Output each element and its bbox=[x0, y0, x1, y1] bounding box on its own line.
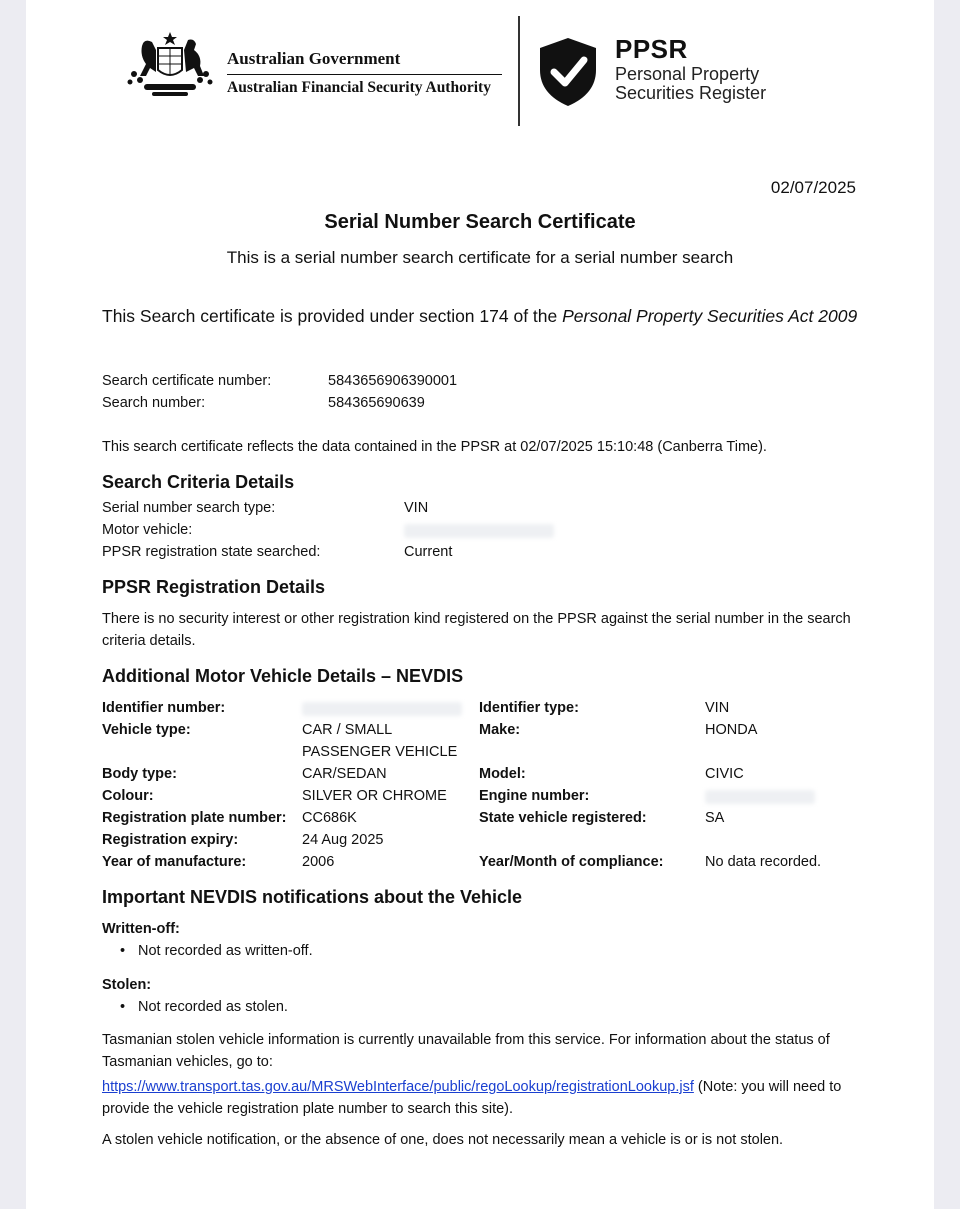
stolen-label: Stolen: bbox=[102, 977, 152, 993]
reflects-statement: This search certificate reflects the data contained in the PPSR at 02/07/2025 15:10:48 (Canberra Time). bbox=[102, 439, 767, 455]
nevdis-heading: Additional Motor Vehicle Details – NEVDIS bbox=[102, 666, 464, 686]
header-rule bbox=[227, 74, 502, 75]
page-title: Serial Number Search Certificate bbox=[324, 211, 636, 233]
criteria-label-vehicle: Motor vehicle: bbox=[102, 522, 193, 538]
nevdis-label-make: Make: bbox=[479, 722, 521, 738]
ppsr-line-2: Securities Register bbox=[615, 83, 767, 103]
criteria-value-type: VIN bbox=[404, 500, 429, 516]
nevdis-value-expiry: 24 Aug 2025 bbox=[302, 832, 384, 848]
certificate-page bbox=[26, 0, 934, 1209]
page-subtitle: This is a serial number search certificate for a serial number search bbox=[226, 248, 734, 267]
nevdis-label-compliance: Year/Month of compliance: bbox=[479, 854, 664, 870]
redacted-identifier bbox=[302, 702, 462, 716]
criteria-value-state: Current bbox=[404, 544, 453, 560]
tasmanian-note: (Note: you will need to provide the vehicle registration plate number to search this site). bbox=[102, 1079, 842, 1117]
nevdis-label-year: Year of manufacture: bbox=[102, 854, 247, 870]
written-off-label: Written-off: bbox=[102, 921, 180, 937]
nevdis-label-body: Body type: bbox=[102, 766, 177, 782]
act-name: Personal Property Securities Act 2009 bbox=[562, 306, 858, 326]
nevdis-label-model: Model: bbox=[479, 766, 526, 782]
registration-heading: PPSR Registration Details bbox=[102, 577, 326, 597]
nevdis-label-expiry: Registration expiry: bbox=[102, 832, 239, 848]
stolen-list bbox=[102, 996, 288, 1018]
nevdis-label-identifier: Identifier number: bbox=[102, 700, 226, 716]
nevdis-value-model: CIVIC bbox=[705, 766, 744, 782]
written-off-list bbox=[102, 940, 313, 962]
provided-statement: This Search certificate is provided under section 174 of the Personal Property Securities Act 2009 bbox=[102, 306, 858, 326]
nevdis-value-year: 2006 bbox=[302, 854, 335, 870]
nevdis-label-vehicle-type: Vehicle type: bbox=[102, 722, 191, 738]
shield-check-icon bbox=[534, 36, 602, 108]
search-number-label: Search number: bbox=[102, 395, 206, 411]
gov-title: Australian Government bbox=[227, 49, 401, 68]
redacted-vin bbox=[404, 524, 554, 538]
australian-coat-of-arms-icon bbox=[122, 30, 218, 102]
nevdis-label-identifier-type: Identifier type: bbox=[479, 700, 579, 716]
agency-name: Australian Financial Security Authority bbox=[227, 79, 491, 96]
nevdis-label-state: State vehicle registered: bbox=[479, 810, 647, 826]
nevdis-value-body: CAR/SEDAN bbox=[302, 766, 387, 782]
header-divider bbox=[518, 16, 520, 126]
cert-number-label: Search certificate number: bbox=[102, 373, 272, 389]
nevdis-value-state: SA bbox=[705, 810, 725, 826]
nevdis-value-vehicle-type: CAR / SMALL PASSENGER VEHICLE bbox=[302, 722, 458, 760]
criteria-label-type: Serial number search type: bbox=[102, 500, 276, 516]
disclaimer-text: A stolen vehicle notification, or the absence of one, does not necessarily mean a vehicle is or is not stolen. bbox=[102, 1132, 784, 1148]
registration-text: There is no security interest or other registration kind registered on the PPSR against the serial number in the search criteria details. bbox=[102, 611, 851, 649]
nevdis-value-colour: SILVER OR CHROME bbox=[302, 788, 447, 804]
list-item: • Not recorded as stolen. bbox=[102, 996, 288, 1018]
tasmanian-text: Tasmanian stolen vehicle information is currently unavailable from this service. For information about the status of Tasmanian vehicles, go to: bbox=[102, 1032, 830, 1070]
nevdis-label-colour: Colour: bbox=[102, 788, 154, 804]
tasmanian-lookup-link[interactable]: https://www.transport.tas.gov.au/MRSWebInterface/public/regoLookup/registrationLookup.jsf bbox=[102, 1079, 694, 1095]
nevdis-label-plate: Registration plate number: bbox=[102, 810, 287, 826]
criteria-heading: Search Criteria Details bbox=[102, 472, 295, 492]
ppsr-line-1: Personal Property bbox=[615, 64, 760, 84]
criteria-label-state: PPSR registration state searched: bbox=[102, 544, 321, 560]
list-item: • Not recorded as written-off. bbox=[102, 940, 313, 962]
tasmanian-link-paragraph bbox=[102, 1076, 877, 1120]
cert-number-value: 5843656906390001 bbox=[328, 373, 458, 389]
ppsr-acronym: PPSR bbox=[615, 34, 688, 64]
notifications-heading: Important NEVDIS notifications about the Vehicle bbox=[102, 887, 523, 907]
search-number-value: 584365690639 bbox=[328, 395, 425, 411]
redacted-engine-number bbox=[705, 790, 815, 804]
nevdis-value-compliance: No data recorded. bbox=[705, 854, 822, 870]
nevdis-value-make: HONDA bbox=[705, 722, 758, 738]
nevdis-label-engine: Engine number: bbox=[479, 788, 590, 804]
certificate-date: 02/07/2025 bbox=[770, 178, 856, 197]
nevdis-value-plate: CC686K bbox=[302, 810, 357, 826]
nevdis-value-identifier-type: VIN bbox=[705, 700, 730, 716]
